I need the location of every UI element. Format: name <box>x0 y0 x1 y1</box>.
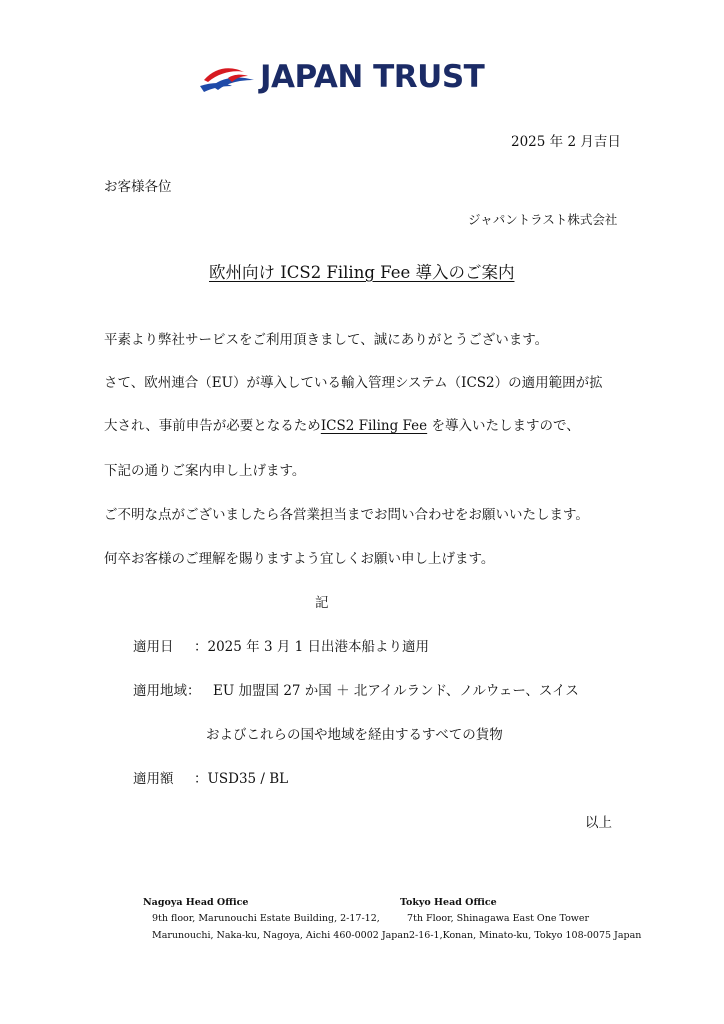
applicable-region-label: 適用地域： <box>133 683 201 699</box>
applicable-amount-value: ：USD35 / BL <box>194 771 289 787</box>
closing-word: 以上 <box>585 815 612 831</box>
applicable-date-value: ：2025 年 3 月 1 日出港本船より適用 <box>194 639 429 655</box>
body-line-3-pre: 大され、事前申告が必要となるため <box>104 418 321 434</box>
tokyo-office-address-2: 2-16-1,Konan, Minato-ku, Tokyo 108-0075 Japan <box>409 930 642 941</box>
body-line-5: ご不明な点がございましたら各営業担当までお問い合わせをお願いいたします。 <box>104 507 589 523</box>
body-line-1: 平素より弊社サービスをご利用頂きまして、誠にありがとうございます。 <box>104 332 549 348</box>
nagoya-office-address-1: 9th floor, Marunouchi Estate Building, 2-17-12, <box>152 913 380 924</box>
ki-heading: 記 <box>315 595 329 611</box>
applicable-region-value-2: およびこれらの国や地域を経由するすべての貨物 <box>206 727 503 743</box>
body-line-4: 下記の通りご案内申し上げます。 <box>104 463 306 479</box>
company-logo <box>198 56 528 98</box>
filing-fee-name: ICS2 Filing Fee <box>320 418 428 434</box>
applicable-amount-label: 適用額 <box>133 771 174 787</box>
logo-mark-icon <box>198 56 258 98</box>
body-line-3 <box>104 417 580 435</box>
body-line-3-post: を導入いたしますので、 <box>427 418 580 434</box>
tokyo-office-title: Tokyo Head Office <box>400 897 497 908</box>
body-line-2: さて、欧州連合（EU）が導入している輸入管理システム（ICS2）の適用範囲が拡 <box>104 375 603 391</box>
document-date: 2025 年 2 月吉日 <box>511 134 621 150</box>
nagoya-office-title: Nagoya Head Office <box>143 897 249 908</box>
tokyo-office-address-1: 7th Floor, Shinagawa East One Tower <box>407 913 590 924</box>
body-line-6: 何卒お客様のご理解を賜りますよう宜しくお願い申し上げます。 <box>104 551 495 567</box>
page-title: 欧州向け ICS2 Filing Fee 導入のご案内 <box>209 263 515 282</box>
sender-company: ジャパントラスト株式会社 <box>468 212 618 227</box>
logo-wordmark: JAPAN TRUST <box>260 59 485 95</box>
recipient: お客様各位 <box>104 179 172 195</box>
nagoya-office-address-2: Marunouchi, Naka-ku, Nagoya, Aichi 460-0002 Japan <box>152 930 410 941</box>
applicable-region-value: EU 加盟国 27 か国 ＋ 北アイルランド、ノルウェー、スイス <box>213 683 579 699</box>
applicable-date-label: 適用日 <box>133 639 174 655</box>
